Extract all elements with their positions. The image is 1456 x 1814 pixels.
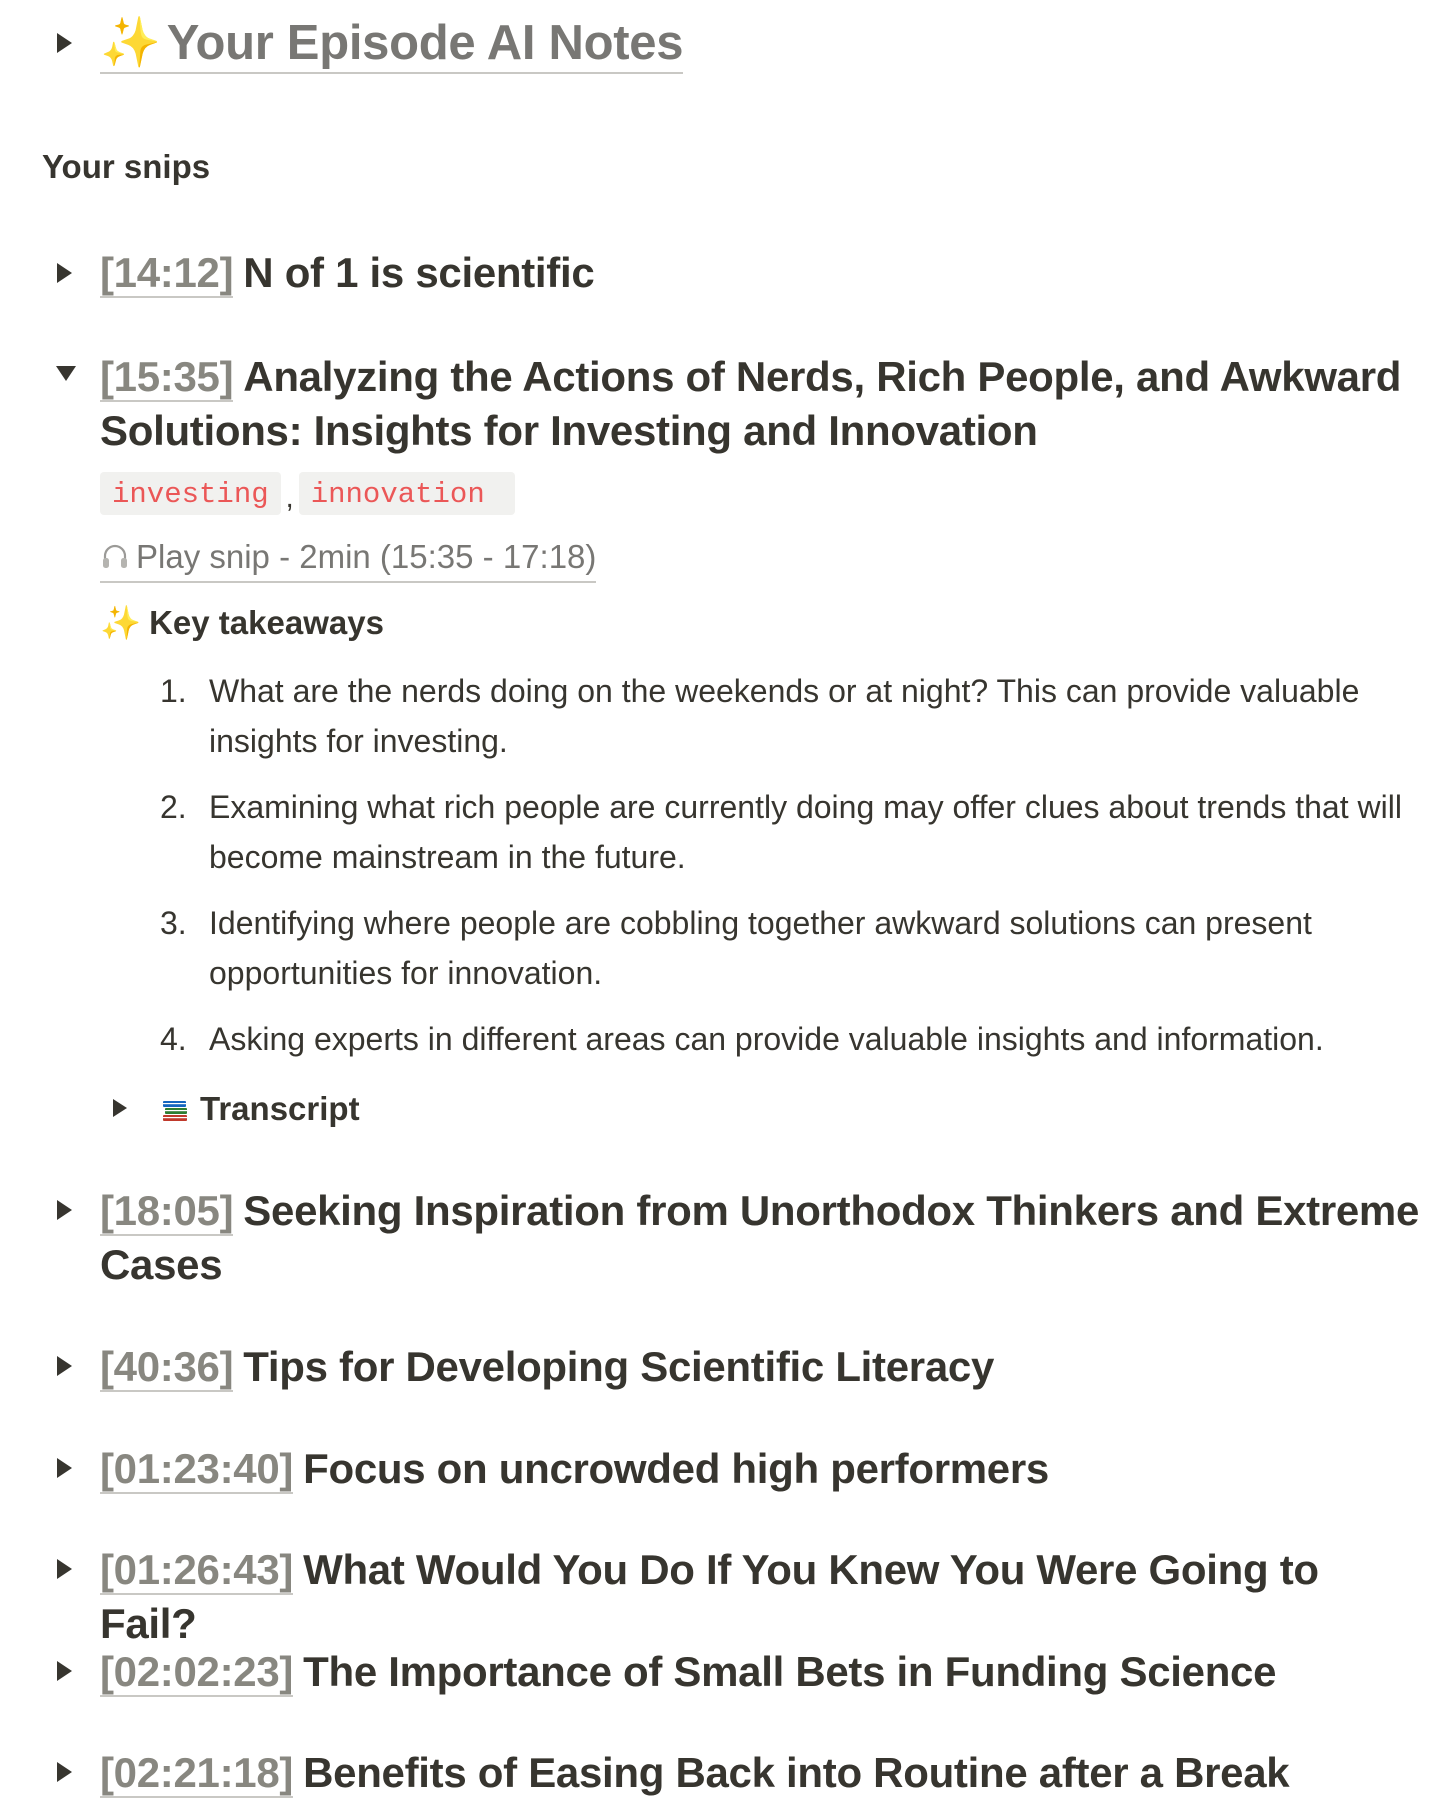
list-item-text: What are the nerds doing on the weekends or at night? This can provide valuable insights for investing.	[209, 673, 1360, 759]
key-takeaways-heading	[100, 604, 384, 643]
list-number: 1.	[160, 673, 187, 709]
snip-timestamp-link[interactable]: [01:26:43]	[100, 1546, 294, 1593]
toggle-arrow-icon[interactable]	[113, 1099, 127, 1117]
snip-timestamp-link[interactable]: [18:05]	[100, 1187, 234, 1234]
snip-title: N of 1 is scientific	[243, 249, 595, 296]
list-number: 2.	[160, 789, 187, 825]
tag-separator: ,	[285, 482, 294, 514]
toggle-arrow-icon[interactable]	[57, 1356, 72, 1376]
play-snip-label: Play snip - 2min (15:35 - 17:18)	[136, 538, 597, 575]
toggle-arrow-down-icon[interactable]	[56, 366, 76, 381]
takeaways-list	[160, 666, 1430, 1080]
snip-title: What Would You Do If You Knew You Were Going to Fail?	[100, 1546, 1319, 1647]
snip-timestamp-link[interactable]: [15:35]	[100, 353, 234, 400]
list-item	[160, 782, 1430, 882]
snip-title: Benefits of Easing Back into Routine after a Break	[303, 1749, 1290, 1796]
transcript-label: Transcript	[200, 1090, 360, 1127]
sparkle-icon: ✨	[100, 604, 142, 641]
section-label: Your snips	[42, 148, 211, 185]
snip-timestamp-link[interactable]: [14:12]	[100, 249, 234, 296]
snip-title: Focus on uncrowded high performers	[303, 1445, 1049, 1492]
list-number: 4.	[160, 1021, 187, 1057]
snip-heading	[100, 1746, 1420, 1800]
snip-title: Seeking Inspiration from Unorthodox Thinkers and Extreme Cases	[100, 1187, 1420, 1288]
snip-heading	[100, 1340, 1420, 1394]
play-snip-link[interactable]	[100, 538, 596, 583]
toggle-arrow-icon[interactable]	[57, 1559, 72, 1579]
snip-heading	[100, 246, 1420, 300]
snip-title: The Importance of Small Bets in Funding Science	[303, 1648, 1277, 1695]
snip-timestamp-link[interactable]: [02:02:23]	[100, 1648, 294, 1695]
sparkle-icon: ✨	[100, 16, 161, 70]
list-item-text: Asking experts in different areas can provide valuable insights and information.	[209, 1021, 1324, 1057]
snip-heading	[100, 1184, 1420, 1292]
headphones-icon	[100, 541, 130, 579]
list-item-text: Examining what rich people are currently doing may offer clues about trends that will become mainstream in the future.	[209, 789, 1402, 875]
toggle-arrow-icon[interactable]	[57, 1762, 72, 1782]
transcript-toggle[interactable]	[160, 1090, 360, 1132]
snip-heading	[100, 1543, 1420, 1651]
snip-title: Analyzing the Actions of Nerds, Rich People, and Awkward Solutions: Insights for Investing and Innovation	[100, 353, 1402, 454]
list-item	[160, 666, 1430, 766]
toggle-arrow-icon[interactable]	[57, 1458, 72, 1478]
snip-heading	[100, 1442, 1420, 1496]
list-item	[160, 1014, 1430, 1064]
snip-timestamp-link[interactable]: [02:21:18]	[100, 1749, 294, 1796]
toggle-arrow-icon[interactable]	[57, 1200, 72, 1220]
page-title-text: Your Episode AI Notes	[166, 16, 684, 70]
snip-timestamp-link[interactable]: [40:36]	[100, 1343, 234, 1390]
list-number: 3.	[160, 905, 187, 941]
toggle-arrow-icon[interactable]	[57, 1661, 72, 1681]
key-takeaways-label: Key takeaways	[149, 604, 384, 641]
tag-list	[100, 472, 515, 515]
list-item	[160, 898, 1430, 998]
books-icon	[160, 1094, 190, 1132]
snip-heading	[100, 350, 1420, 458]
snip-heading	[100, 1645, 1420, 1699]
tag-chip[interactable]: investing	[100, 472, 281, 515]
toggle-arrow-icon[interactable]	[57, 33, 72, 53]
toggle-arrow-icon[interactable]	[57, 263, 72, 283]
snip-title: Tips for Developing Scientific Literacy	[243, 1343, 995, 1390]
page-title[interactable]	[100, 14, 683, 74]
list-item-text: Identifying where people are cobbling together awkward solutions can present opportunities for innovation.	[209, 905, 1312, 991]
snip-timestamp-link[interactable]: [01:23:40]	[100, 1445, 294, 1492]
tag-chip[interactable]: innovation	[299, 472, 515, 515]
